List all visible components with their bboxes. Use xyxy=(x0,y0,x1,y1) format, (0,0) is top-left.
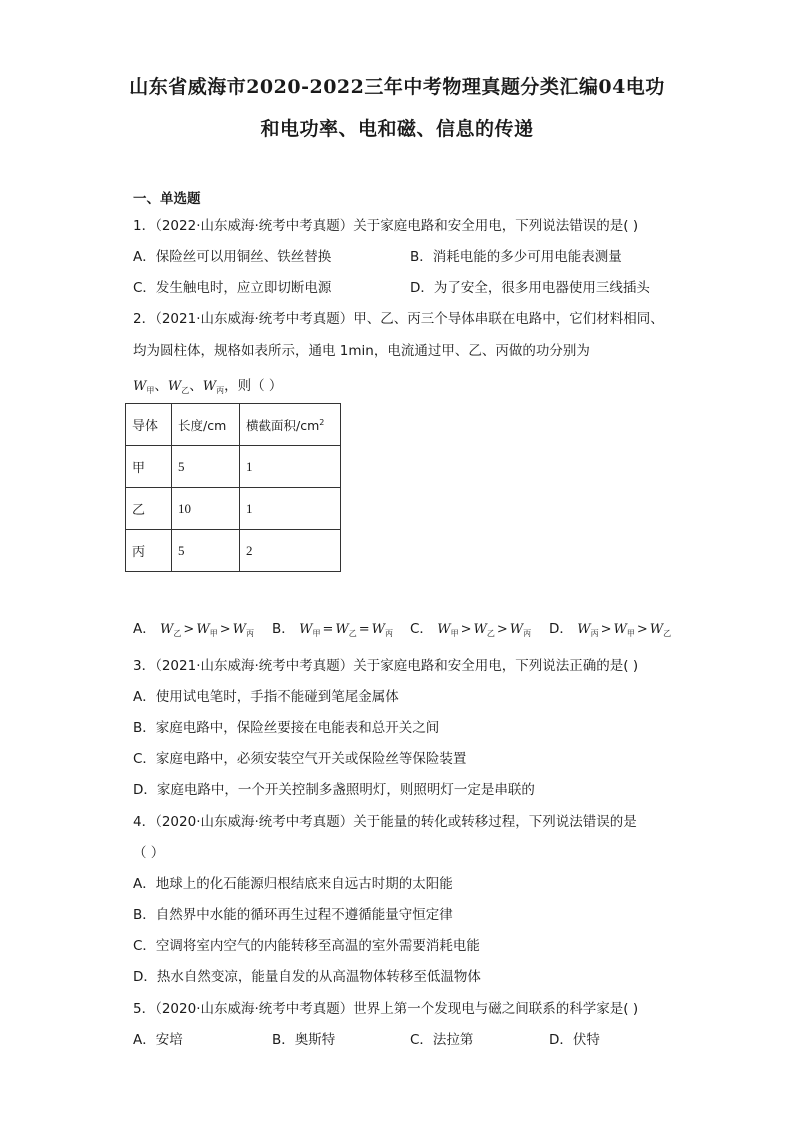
question-2-stem-line-1: 2．（2021·山东威海·统考中考真题）甲、乙、丙三个导体串联在电路中，它们材料相同、 xyxy=(133,311,664,327)
question-5-option-c: C．法拉第 xyxy=(410,1032,474,1048)
table-header-cell: 横截面积$/cm^2$ xyxy=(240,404,341,446)
question-4-option-a: A．地球上的化石能源归根结底来自远古时期的太阳能 xyxy=(133,876,453,892)
table-header-cell: 导体 xyxy=(126,404,172,446)
question-5-stem: 5．（2020·山东威海·统考中考真题）世界上第一个发现电与磁之间联系的科学家是( ) xyxy=(133,1001,639,1017)
question-3-option-b: B．家庭电路中，保险丝要接在电能表和总开关之间 xyxy=(133,720,440,736)
question-3-option-d: D．家庭电路中，一个开关控制多盏照明灯，则照明灯一定是串联的 xyxy=(133,782,535,798)
section-heading: 一、单选题 xyxy=(133,191,201,207)
question-3-option-a: A．使用试电笔时，手指不能碰到笔尾金属体 xyxy=(133,689,399,705)
table-cell: 5 xyxy=(172,530,240,572)
document-title-line-2: 和电功率、电和磁、信息的传递 xyxy=(260,118,534,140)
question-2-option-d: D． $W_丙 > W_甲 > W_乙$ xyxy=(549,621,672,638)
table-cell: 10 xyxy=(172,488,240,530)
question-4-stem-line-2: （ ） xyxy=(133,845,165,861)
table-header-row xyxy=(126,404,341,446)
question-2-option-b: B． $W_甲 = W_乙 = W_丙$ xyxy=(272,621,393,638)
question-4-option-d: D．热水自然变凉，能量自发的从高温物体转移至低温物体 xyxy=(133,969,481,985)
question-2-stem-line-3: $W_甲$、$W_乙$、$W_丙$，则（ ） xyxy=(133,378,283,395)
question-2-stem-line-2: 均为圆柱体，规格如表所示，通电 1min，电流通过甲、乙、丙做的功分别为 xyxy=(133,343,590,359)
question-2-option-a: A． $W_乙 > W_甲 > W_丙$ xyxy=(133,621,254,638)
work-symbol-bing: $W_丙$ xyxy=(202,379,225,395)
question-5-option-a: A．安培 xyxy=(133,1032,183,1048)
table-cell: 乙 xyxy=(126,488,172,530)
question-2-option-c: C． $W_甲 > W_乙 > W_丙$ xyxy=(410,621,532,638)
question-4-stem-line-1: 4．（2020·山东威海·统考中考真题）关于能量的转化或转移过程，下列说法错误的是 xyxy=(133,814,637,830)
question-1-stem: 1．（2022·山东威海·统考中考真题）关于家庭电路和安全用电，下列说法错误的是( ) xyxy=(133,218,639,234)
question-3-stem: 3．（2021·山东威海·统考中考真题）关于家庭电路和安全用电，下列说法正确的是( ) xyxy=(133,658,639,674)
conductor-spec-table xyxy=(125,403,341,572)
question-1-option-c: C．发生触电时，应立即切断电源 xyxy=(133,280,332,296)
document-title-line-1: 山东省威海市2020-2022三年中考物理真题分类汇编04电功 xyxy=(129,76,665,98)
table-cell: 甲 xyxy=(126,446,172,488)
table-row xyxy=(126,530,341,572)
work-symbol-yi: $W_乙$ xyxy=(167,379,190,395)
table-cell: 2 xyxy=(240,530,341,572)
work-symbol-jia: $W_甲$ xyxy=(133,379,155,395)
question-1-option-d: D．为了安全，很多用电器使用三线插头 xyxy=(410,280,650,296)
question-4-option-c: C．空调将室内空气的内能转移至高温的室外需要消耗电能 xyxy=(133,938,480,954)
question-3-option-c: C．家庭电路中，必须安装空气开关或保险丝等保险装置 xyxy=(133,751,467,767)
table-cell: 丙 xyxy=(126,530,172,572)
table-cell: 1 xyxy=(240,446,341,488)
question-4-option-b: B．自然界中水能的循环再生过程不遵循能量守恒定律 xyxy=(133,907,453,923)
table-row xyxy=(126,446,341,488)
table-row xyxy=(126,488,341,530)
question-5-option-d: D．伏特 xyxy=(549,1032,600,1048)
question-1-option-a: A．保险丝可以用铜丝、铁丝替换 xyxy=(133,249,332,265)
question-5-option-b: B．奥斯特 xyxy=(272,1032,336,1048)
question-1-option-b: B．消耗电能的多少可用电能表测量 xyxy=(410,249,622,265)
table-cell: 1 xyxy=(240,488,341,530)
table-header-cell: 长度/cm xyxy=(172,404,240,446)
table-cell: 5 xyxy=(172,446,240,488)
